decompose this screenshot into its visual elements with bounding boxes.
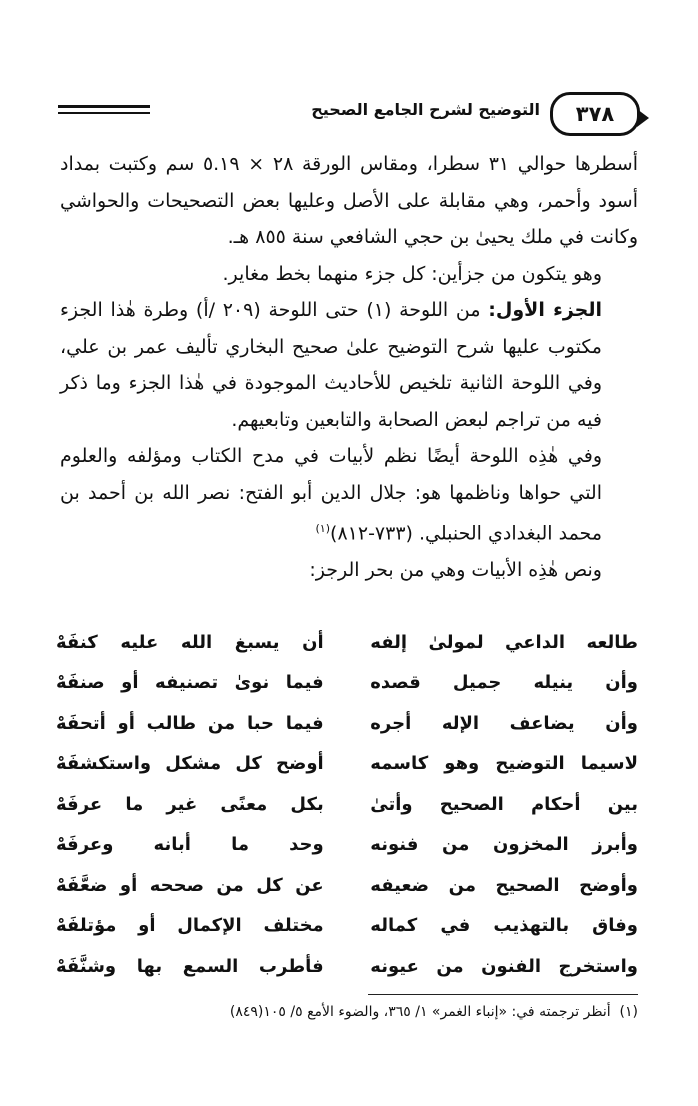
paragraph-poem-intro — [60, 438, 638, 552]
poem-line — [56, 622, 638, 663]
part-one-label: الجزء الأول: — [488, 299, 602, 321]
footnote-marker: (١) — [619, 1004, 638, 1020]
poem-hemistich-left: فيما حبا من طالب أو أتحفَهْ — [56, 712, 324, 734]
poem-hemistich-left: فيما نوىٰ تصنيفه أو صنفَهْ — [56, 672, 324, 694]
running-title: التوضيح لشرح الجامع الصحيح — [311, 100, 540, 119]
poem-hemistich-right: وأن ينيله جميل قصده — [370, 672, 638, 694]
poem-line — [56, 946, 638, 987]
footnote-rule — [368, 994, 638, 995]
poem-line — [56, 906, 638, 947]
paragraph-part-one — [60, 292, 638, 438]
poem-hemistich-left: عن كل من صححه أو ضعَّفَهْ — [56, 874, 324, 896]
poem-hemistich-left: بكل معنًى غير ما عرفَهْ — [56, 793, 324, 815]
poem-hemistich-right: بين أحكام الصحيح وأتىٰ — [370, 793, 638, 815]
paragraph-manuscript-description: أسطرها حوالي ٣١ سطرا، ومقاس الورقة ٢٨ × ٥.١٩ سم وكتبت بمداد أسود وأحمر، وهي مقابلة على الأصل وعليها بعض التصحيحات والحواشي وكانت في ملك يحيىٰ بن حجي الشافعي سنة ٨٥٥ هـ. — [60, 153, 639, 248]
poem-hemistich-left: أوضح كل مشكل واستكشفَهْ — [56, 753, 324, 775]
poem — [56, 622, 638, 987]
poem-line — [56, 784, 638, 825]
poem-hemistich-right: وأن يضاعف الإله أجره — [370, 712, 638, 734]
poem-line — [56, 865, 638, 906]
poem-hemistich-right: لاسيما التوضيح وهو كاسمه — [370, 753, 638, 775]
poem-hemistich-left: فأطرب السمع بها وشنَّفَهْ — [56, 955, 324, 977]
poem-line — [56, 825, 638, 866]
poem-hemistich-right: واستخرج الفنون من عيونه — [370, 955, 638, 977]
badge-arrow-icon — [637, 109, 649, 127]
page-number-badge — [550, 92, 640, 136]
poem-line — [56, 663, 638, 704]
paragraph-verses-heading: ونص هٰذِه الأبيات وهي من بحر الرجز: — [309, 558, 602, 581]
poem-line — [56, 744, 638, 785]
page-number: ٣٧٨ — [575, 102, 615, 126]
poem-line — [56, 703, 638, 744]
poem-hemistich-left: أن يسبغ الله عليه كنفَهْ — [56, 631, 324, 653]
poem-hemistich-right: وفاق بالتهذيب في كماله — [370, 915, 638, 937]
part-one-text: من اللوحة (١) حتى اللوحة (٢٠٩ /أ) وطرة هٰذا الجزء مكتوب عليها شرح التوضيح علىٰ صحيح البخاري تأليف عمر بن علي، وفي اللوحة الثانية تلخيص للأحاديث الموجودة في هٰذا الجزء وما ذكر فيه من تراجم لبعض الصحابة والتابعين وتابعيهم. — [60, 299, 602, 431]
main-text — [60, 146, 638, 588]
footnote-text: أنظر ترجمته في: «إنباء الغمر» ١/ ٣٦٥، والضوء الأمع ٥/ ١٠٥(٨٤٩) — [229, 1004, 611, 1020]
footnote-reference: (١) — [315, 522, 331, 535]
footnote — [60, 1004, 638, 1020]
paragraph-two-parts: وهو يتكون من جزأين: كل جزء منهما بخط مغاير. — [222, 262, 602, 285]
poem-intro-text: وفي هٰذِه اللوحة أيضًا نظم لأبيات في مدح الكتاب ومؤلفه والعلوم التي حواها وناظمها هو: جلال الدين أبو الفتح: نصر الله بن أحمد بن محمد البغدادي الحنبلي. (٧٣٣-٨١٢) — [60, 445, 602, 545]
poem-hemistich-right: وأوضح الصحيح من ضعيفه — [370, 874, 638, 896]
running-header — [58, 88, 640, 136]
header-rule — [58, 105, 150, 114]
poem-hemistich-left: وحد ما أبانه وعرفَهْ — [56, 834, 324, 856]
poem-hemistich-right: وأبرز المخزون من فنونه — [370, 834, 638, 856]
poem-hemistich-left: مختلف الإكمال أو مؤتلفَهْ — [56, 915, 324, 937]
poem-hemistich-right: طالعه الداعي لمولىٰ إلفه — [370, 631, 638, 653]
